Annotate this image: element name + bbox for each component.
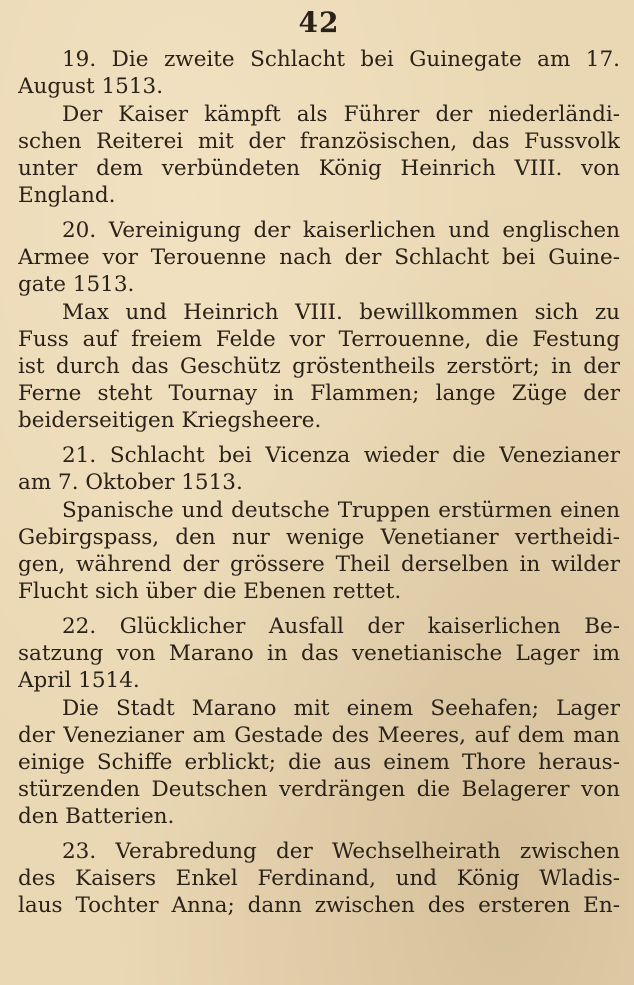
description-line: beiderseitigen Kriegsheere. xyxy=(18,408,322,433)
description-line: ist durch das Geschütz gröstentheils zerstört; in der xyxy=(18,354,620,379)
title-line: des Kaisers Enkel Ferdinand, und König Wladis- xyxy=(18,866,620,891)
description-line: Max und Heinrich VIII. bewillkommen sich zu xyxy=(62,300,620,325)
description-line: den Batterien. xyxy=(18,804,175,829)
title-line: 23. Verabredung der Wechselheirath zwischen xyxy=(62,839,620,864)
description-line: England. xyxy=(18,183,116,208)
description-line: Spanische und deutsche Truppen erstürmen einen xyxy=(62,498,620,523)
entry-title xyxy=(18,838,620,919)
description-line: Fuss auf freiem Felde vor Terrouenne, die Festung xyxy=(18,327,620,352)
entry-title xyxy=(18,46,620,100)
description-line: unter dem verbündeten König Heinrich VIII. von xyxy=(18,156,620,181)
entry-title xyxy=(18,613,620,694)
description-line: schen Reiterei mit der französischen, das Fussvolk xyxy=(18,129,620,154)
title-line: August 1513. xyxy=(18,74,164,99)
section-20 xyxy=(18,217,620,434)
section-19 xyxy=(18,46,620,209)
entry-title xyxy=(18,217,620,298)
title-line: 19. Die zweite Schlacht bei Guinegate am 17. xyxy=(62,47,620,72)
title-line: 22. Glücklicher Ausfall der kaiserlichen Be- xyxy=(62,614,620,639)
section-21 xyxy=(18,442,620,605)
entry-title xyxy=(18,442,620,496)
title-line: Armee vor Terouenne nach der Schlacht bei Guine- xyxy=(18,245,620,270)
description-line: einige Schiffe erblickt; die aus einem Thore heraus- xyxy=(18,750,620,775)
description-line: stürzenden Deutschen verdrängen die Belagerer von xyxy=(18,777,620,802)
title-line: laus Tochter Anna; dann zwischen des ersteren En- xyxy=(18,893,620,918)
section-22 xyxy=(18,613,620,830)
description-line: Die Stadt Marano mit einem Seehafen; Lager xyxy=(62,696,620,721)
entry-description xyxy=(18,101,620,209)
page-number: 42 xyxy=(298,6,340,39)
title-line: am 7. Oktober 1513. xyxy=(18,470,243,495)
entry-description xyxy=(18,299,620,434)
description-line: gen, während der grössere Theil derselben in wilder xyxy=(18,552,620,577)
title-line: April 1514. xyxy=(18,668,140,693)
description-line: Flucht sich über die Ebenen rettet. xyxy=(18,579,402,604)
entry-description xyxy=(18,695,620,830)
title-line: 21. Schlacht bei Vicenza wieder die Venezianer xyxy=(62,443,620,468)
entry-description xyxy=(18,497,620,605)
description-line: Der Kaiser kämpft als Führer der niederländi- xyxy=(62,102,620,127)
title-line: satzung von Marano in das venetianische Lager im xyxy=(18,641,620,666)
title-line: gate 1513. xyxy=(18,272,135,297)
description-line: der Venezianer am Gestade des Meeres, auf dem man xyxy=(18,723,620,748)
section-23 xyxy=(18,838,620,919)
description-line: Gebirgspass, den nur wenige Venetianer vertheidi- xyxy=(18,525,620,550)
description-line: Ferne steht Tournay in Flammen; lange Züge der xyxy=(18,381,620,406)
title-line: 20. Vereinigung der kaiserlichen und englischen xyxy=(62,218,620,243)
